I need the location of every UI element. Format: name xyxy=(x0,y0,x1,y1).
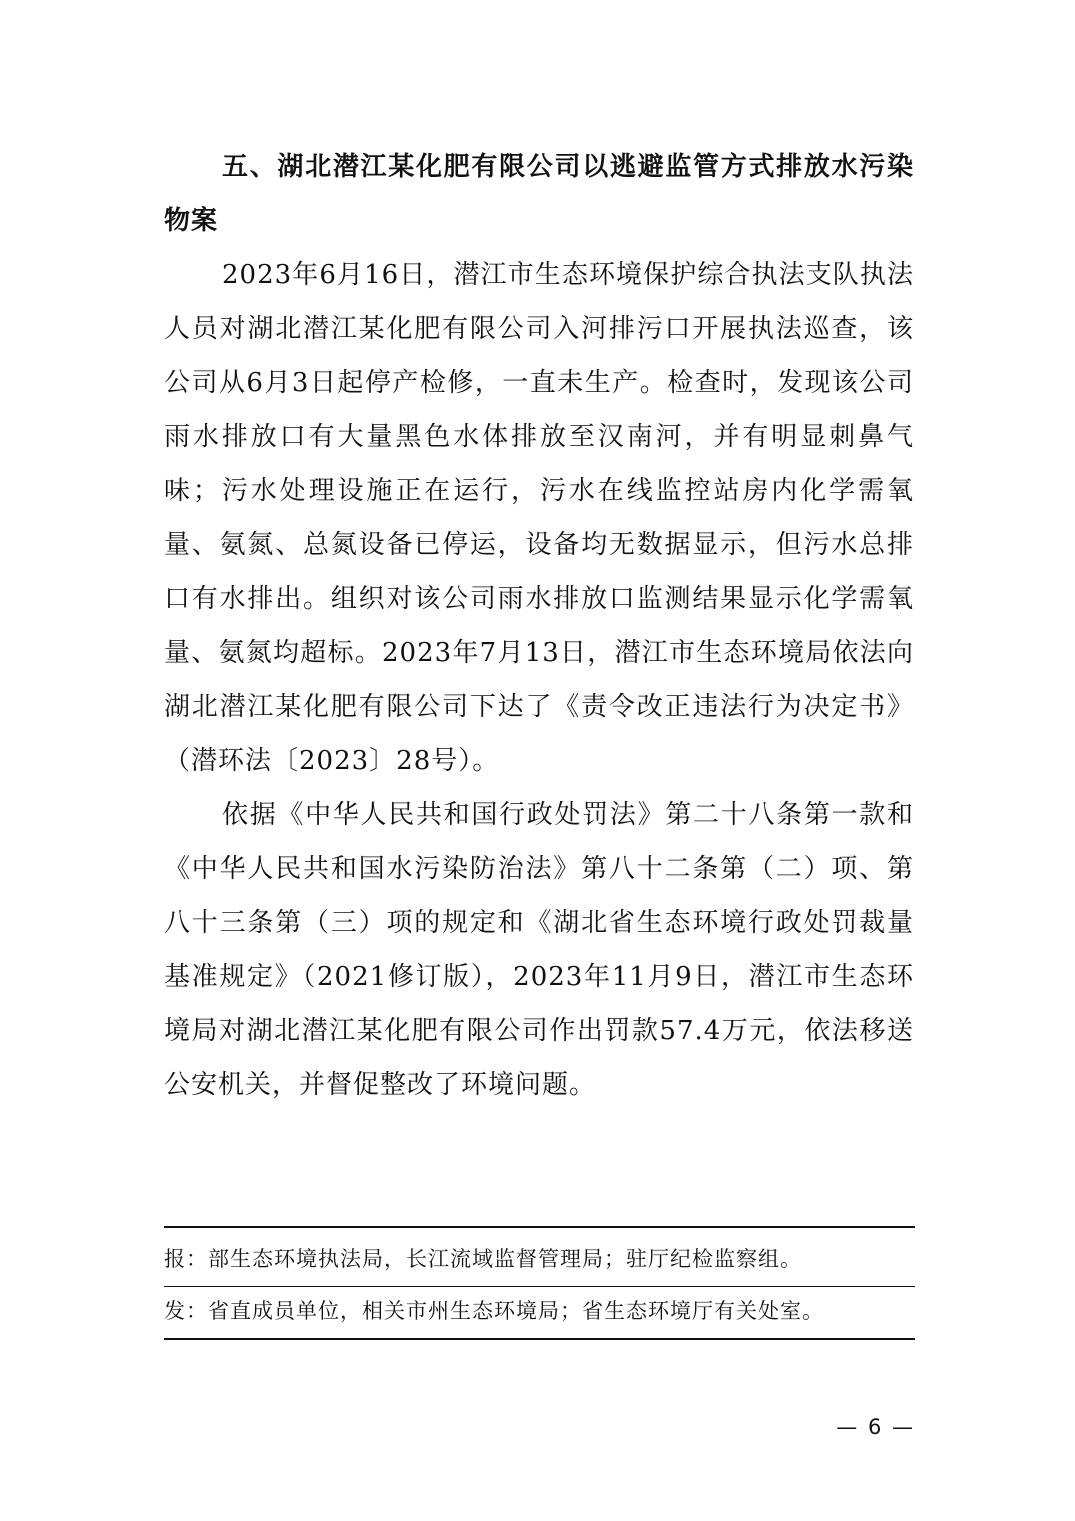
distribution-recipients: 发：省直成员单位，相关市州生态环境局；省生态环境厅有关处室。 xyxy=(164,1299,824,1323)
paragraph-case-facts: 2023年6月16日，潜江市生态环境保护综合执法支队执法人员对湖北潜江某化肥有限公司入河排污口开展执法巡查，该公司从6月3日起停产检修，一直未生产。检查时，发现该公司雨水排放口有大量黑色水体排放至汉南河，并有明显刺鼻气味；污水处理设施正在运行，污水在线监控站房内化学需氧量、氨氮、总氮设备已停运，设备均无数据显示，但污水总排口有水排出。组织对该公司雨水排放口监测结果显示化学需氧量、氨氮均超标。2023年7月13日，潜江市生态环境局依法向湖北潜江某化肥有限公司下达了《责令改正违法行为决定书》（潜环法〔2023〕28号）。 xyxy=(164,260,914,776)
report-recipients: 报：部生态环境执法局，长江流域监督管理局；驻厅纪检监察组。 xyxy=(164,1247,802,1271)
page-number: — 6 — xyxy=(836,1415,915,1439)
footer-top-rule xyxy=(164,1226,915,1228)
footer-middle-rule xyxy=(164,1286,915,1287)
section-title: 五、湖北潜江某化肥有限公司以逃避监管方式排放水污染物案 xyxy=(164,152,914,236)
paragraph-penalty-decision: 依据《中华人民共和国行政处罚法》第二十八条第一款和《中华人民共和国水污染防治法》第八十二条第（二）项、第八十三条第（三）项的规定和《湖北省生态环境行政处罚裁量基准规定》（2021修订版），2023年11月9日，潜江市生态环境局对湖北潜江某化肥有限公司作出罚款57.4万元，依法移送公安机关，并督促整改了环境问题。 xyxy=(164,800,914,1100)
footer-bottom-rule xyxy=(164,1338,915,1340)
